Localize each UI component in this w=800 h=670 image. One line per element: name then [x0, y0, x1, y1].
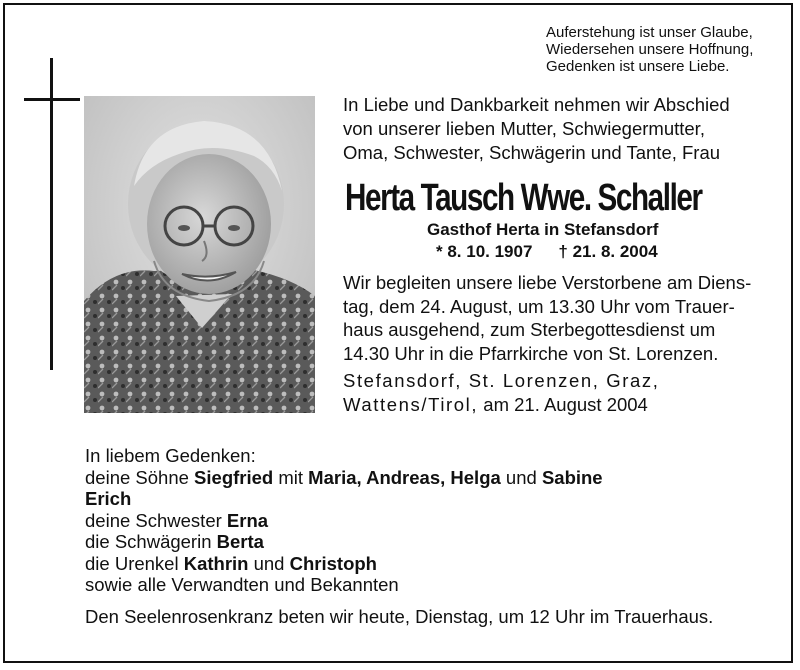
- great-grandchildren-prefix: die Urenkel: [85, 552, 184, 574]
- sons-prefix: deine Söhne: [85, 466, 195, 488]
- motto-line: Auferstehung ist unser Glaube,: [546, 24, 753, 41]
- cross-horizontal-bar: [24, 98, 80, 101]
- son-name: Siegfried: [194, 466, 274, 488]
- birth-date: * 8. 10. 1907: [436, 242, 533, 261]
- portrait-photo: [84, 96, 315, 413]
- portrait-photo-drawing: [84, 96, 315, 413]
- mourner-son-2: [85, 488, 603, 510]
- death-date: † 21. 8. 2004: [558, 242, 658, 261]
- cross-vertical-bar: [50, 58, 53, 370]
- places-line: Stefansdorf, St. Lorenzen, Graz,: [343, 370, 660, 391]
- mourners-heading: In liebem Gedenken:: [85, 445, 256, 466]
- notice-date: am 21. August 2004: [478, 393, 648, 415]
- family-last-name: Sabine: [541, 466, 603, 488]
- family-names: Maria, Andreas, Helga: [308, 466, 501, 488]
- funeral-line: haus ausgehend, zum Sterbegottesdienst um: [343, 319, 716, 340]
- funeral-details: [343, 271, 751, 365]
- mourner-great-grandchildren: [85, 553, 603, 575]
- funeral-line: tag, dem 24. August, um 13.30 Uhr vom Trauer-: [343, 295, 735, 317]
- place-date-line: [343, 393, 660, 417]
- rosary-notice: Den Seelenrosenkranz beten wir heute, Dienstag, um 12 Uhr im Trauerhaus.: [85, 606, 714, 627]
- mourner-sister-in-law: [85, 531, 603, 553]
- sister-in-law-name: Berta: [216, 531, 264, 552]
- funeral-line: 14.30 Uhr in die Pfarrkirche von St. Lorenzen.: [343, 342, 719, 364]
- mourner-sister: [85, 510, 603, 532]
- intro-line: In Liebe und Dankbarkeit nehmen wir Abschied: [343, 94, 730, 115]
- great-grandchild-name: Kathrin: [183, 552, 249, 574]
- life-dates: [436, 242, 658, 262]
- sons-connector: mit: [273, 466, 309, 488]
- place-and-date: [343, 369, 660, 416]
- sister-name: Erna: [226, 509, 269, 531]
- mourner-relatives: sowie alle Verwandten und Bekannten: [85, 574, 399, 595]
- deceased-business: Gasthof Herta in Stefansdorf: [427, 220, 659, 239]
- great-grandchildren-and: und: [248, 552, 290, 574]
- funeral-line: Wir begleiten unsere liebe Verstorbene am Diens-: [343, 272, 752, 293]
- motto-line: Gedenken ist unsere Liebe.: [546, 58, 730, 75]
- place-name: Wattens/Tirol,: [343, 393, 479, 415]
- motto-line: Wiedersehen unsere Hoffnung,: [546, 41, 754, 58]
- sister-in-law-prefix: die Schwägerin: [85, 531, 217, 552]
- farewell-intro: [343, 93, 730, 165]
- motto: [546, 24, 753, 75]
- mourners-list: [85, 445, 603, 596]
- mourner-sons: [85, 467, 603, 489]
- intro-line: von unserer lieben Mutter, Schwiegermutter,: [343, 118, 705, 139]
- sons-and: und: [500, 466, 542, 488]
- intro-line: Oma, Schwester, Schwägerin und Tante, Frau: [343, 142, 721, 163]
- sister-prefix: deine Schwester: [85, 509, 227, 531]
- son-2-name: Erich: [85, 488, 132, 509]
- great-grandchild-name: Christoph: [289, 552, 377, 574]
- deceased-name: Herta Tausch Wwe. Schaller: [345, 177, 702, 219]
